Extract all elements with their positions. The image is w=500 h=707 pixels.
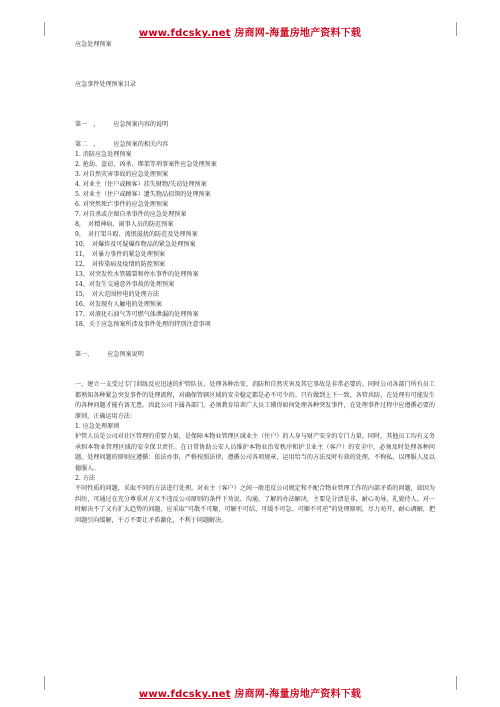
toc-item: 5. 对业主（住户或顾客）遗失物品招领的处理预案	[75, 191, 211, 198]
footer-banner-url[interactable]: www.fdcsky.net	[138, 689, 231, 700]
toc-item: 13、对突发性水管破裂和停水事件的处理预案	[75, 271, 199, 278]
toc-part-1: 第一 ， 应急预案内容的说明	[75, 121, 169, 128]
toc-item-list	[75, 150, 435, 330]
toc-item: 7. 对自杀或企图自杀事件的应急处理预案	[75, 211, 187, 218]
toc-item: 4. 对业主（住户或顾客）挂失财物/失窃处理预案	[75, 181, 207, 188]
toc-item: 9， 对打架斗殴、流氓滋扰的防范及处理预案	[75, 231, 198, 238]
toc-item: 1. 消防应急处理预案	[75, 151, 132, 158]
toc-item: 16、对发现有人触电的处理预案	[75, 301, 162, 308]
paragraph-intro: 一、建立一支受过专门训练反应迅速的护管队伍，处理各种治安、消防和自然灾害及其它事故是非常必要的。同时公司各部门所有员工都熟知各种紧急突发事件的处理流程，对确保管辖区域的安全稳定都是必不可少的。只有做到上下一致，各管共防，在处理有可能发生的各种问题才能有备无患。因此公司下属各部门，必须教育培训广大员工懂得如何处理各种突发事件，在处理事件过程中应遵循必要的原则，正确运用方法：	[75, 381, 435, 420]
toc-item: 12， 对传染病及疫情的防控预案	[75, 261, 166, 268]
subheading-method: 2. 方法	[75, 475, 95, 482]
toc-item: 3. 对自然灾害事故的应急处理预案	[75, 171, 169, 178]
toc-item: 2. 抢劫、盗窃、凶杀、绑架等刑事案件应急处理预案	[75, 161, 217, 168]
doc-heading: 应急处理预案	[75, 41, 112, 48]
toc-part-2: 第二 ， 应急预案的相关内容	[75, 141, 169, 148]
toc-item: 14、对发生交通意外事故的处理预案	[75, 281, 175, 288]
toc-item: 6. 对突然死亡事件的应急处理预案	[75, 201, 169, 208]
header-banner[interactable]	[0, 24, 500, 39]
toc-item: 17、对液化石油气等可燃气体泄漏的处理预案	[75, 311, 199, 318]
toc-item: 18、关于应急预案所涉及事件处理的特别注意事项	[75, 321, 211, 328]
toc-item: 8， 对精神病、闹事人员的防范预案	[75, 221, 174, 228]
paragraph-principle: 护管人员是公司对社区管理的重要力量，是保障本物业管理区域业主（住户）的人身与财产安全的专门力量。同时，其他员工均有义务承担本物业管理区域的安全保卫责任。在日常协助公安人员维护本物业治安秩序和护卫业主（客户）的安全中，必须及时处理各种问题。处理问题的原则应遵循：依法办事，严格按照法律，遵循公司各项规章，运用恰当的方法及时有效的处理，不徇私，以理服人及以德服人。	[75, 433, 435, 472]
document-body	[75, 40, 435, 526]
footer-banner[interactable]	[0, 685, 500, 700]
toc-title: 应急事件处理预案目录	[75, 81, 136, 88]
toc-item: 11， 对暴力事件的紧急处理预案	[75, 251, 166, 258]
toc-item: 15， 对大范围停电的处理方法	[75, 291, 159, 298]
section-1-title: 第一、 应急预案说明	[75, 351, 144, 358]
header-banner-url[interactable]: www.fdcsky.net	[138, 28, 231, 39]
subheading-principle: 1. 应急处理原则	[75, 423, 120, 430]
toc-item: 10， 对爆炸及可疑爆炸物品的紧急处理预案	[75, 241, 196, 248]
paragraph-method: 不同性质的问题，采取不同的方法进行处理。对业主（客户）之间一般违反公司规定和不配合物业管理工作的内部矛盾的问题，如因为纠纷，可通过在充分尊重对方又不违反公司原则的条件下劝说、沟通、了解的办法解决，主要是分清是非，耐心劝导，礼貌待人。对一时解决不了又有扩大趋势的问题，应采取“可散不可聚，可解不可结、可缓不可急、可顺不可逆”的处理原则，尽力劝开，耐心调解，把问题引向缓解，千万不要让矛盾激化，不利于问题解决。	[75, 485, 435, 524]
footer-banner-text: 房商网-海量房地产资料下载	[230, 689, 362, 700]
header-banner-text: 房商网-海量房地产资料下载	[230, 28, 362, 39]
